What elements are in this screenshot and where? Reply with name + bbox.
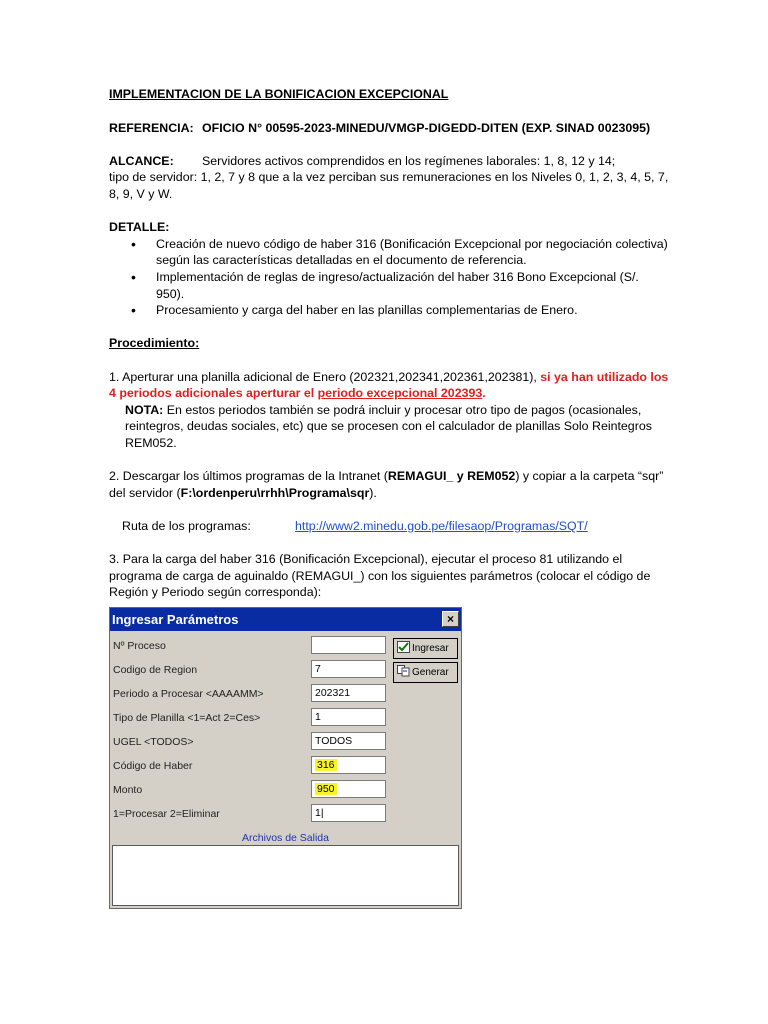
- list-item: • Procesamiento y carga del haber en las planillas complementarias de Enero.: [109, 302, 669, 319]
- param-label: Monto: [113, 784, 143, 796]
- param-input[interactable]: [311, 732, 386, 750]
- step-2-programs: REMAGUI_ y REM052: [387, 469, 516, 484]
- param-label: 1=Procesar 2=Eliminar: [113, 808, 220, 820]
- list-item: • Implementación de reglas de ingreso/actualización del haber 316 Bono Excepcional (S/. 950).: [109, 269, 669, 302]
- ruta-row: [109, 518, 669, 535]
- param-label: Tipo de Planilla <1=Act 2=Ces>: [113, 712, 261, 724]
- close-icon[interactable]: ×: [442, 611, 459, 627]
- step-3: 3. Para la carga del haber 316 (Bonificación Excepcional), ejecutar el proceso 81 utilizando el programa de carga de aguinaldo (REMAGUI_) con los siguientes parámetros (colocar el código de Región y Periodo según corresponda):: [109, 552, 651, 600]
- param-input[interactable]: [311, 780, 386, 798]
- param-label: Nº Proceso: [113, 640, 166, 652]
- output-files-box[interactable]: [112, 845, 459, 906]
- step-1: [109, 369, 669, 402]
- nota-label: NOTA:: [125, 402, 164, 417]
- param-label: Código de Haber: [113, 760, 193, 772]
- param-input[interactable]: [311, 708, 386, 726]
- detalle-label: DETALLE:: [109, 220, 170, 235]
- procedimiento-label: Procedimiento:: [109, 336, 200, 351]
- nota-text: En estos periodos también se podrá incluir y procesar otro tipo de pagos (ocasionales, reintegros, deudas sociales, etc) que se procesen con el calculador de planillas Solo Reintegros REM052.: [125, 402, 652, 450]
- step-1-text: 1. Aperturar una planilla adicional de Enero (202321,202341,202361,202381),: [109, 369, 541, 384]
- generar-button[interactable]: [393, 662, 458, 683]
- step-2-text-a: 2. Descargar los últimos programas de la Intranet (: [109, 469, 388, 484]
- ingresar-label: Ingresar: [412, 643, 449, 654]
- detalle-list: [109, 236, 669, 319]
- step-2-path: F:\ordenperu\rrhh\Programa\sqr: [180, 485, 370, 500]
- param-value: 1: [315, 711, 321, 723]
- param-value: 1|: [315, 807, 324, 819]
- nota: [109, 402, 669, 452]
- dialog-title-bar: [110, 608, 461, 631]
- dialog-title: Ingresar Parámetros: [112, 612, 239, 627]
- param-input[interactable]: [311, 756, 386, 774]
- generar-label: Generar: [412, 667, 449, 678]
- referencia-line: [109, 120, 669, 137]
- param-input[interactable]: [311, 684, 386, 702]
- param-label: Codigo de Region: [113, 664, 198, 676]
- step-1-period: periodo excepcional 202393: [317, 386, 483, 401]
- param-label: UGEL <TODOS>: [113, 736, 194, 748]
- document-title: IMPLEMENTACION DE LA BONIFICACION EXCEPCIONAL: [109, 87, 449, 101]
- ruta-label: Ruta de los programas:: [122, 518, 251, 533]
- step-1-warning: si ya han utilizado los 4 periodos adicionales aperturar el: [109, 369, 669, 401]
- check-icon: [397, 641, 410, 653]
- param-value: 950: [317, 783, 335, 795]
- list-item: • Creación de nuevo código de haber 316 (Bonificación Excepcional por negociación colectiva) según las características detalladas en el documento de referencia.: [109, 236, 669, 269]
- alcance-label: ALCANCE:: [109, 153, 174, 168]
- step-1-end: .: [482, 386, 486, 401]
- referencia-text: OFICIO N° 00595-2023-MINEDU/VMGP-DIGEDD-DITEN (EXP. SINAD 0023095): [202, 120, 651, 135]
- param-value: 7: [315, 663, 321, 675]
- alcance-line2: tipo de servidor: 1, 2, 7 y 8 que a la vez perciban sus remuneraciones en los Niveles 0, 1, 2, 3, 4, 5, 7, 8, 9, V y W.: [109, 170, 669, 201]
- document-body: [109, 86, 669, 601]
- alcance-line1: Servidores activos comprendidos en los regímenes laborales: 1, 8, 12 y 14;: [202, 153, 616, 168]
- param-input[interactable]: [311, 660, 386, 678]
- param-label: Periodo a Procesar <AAAAMM>: [113, 688, 264, 700]
- param-value: 316: [317, 759, 335, 771]
- referencia-label: REFERENCIA:: [109, 120, 194, 135]
- alcance-block: [109, 153, 669, 203]
- param-value: 202321: [315, 687, 351, 699]
- param-input[interactable]: [311, 636, 386, 654]
- ruta-link[interactable]: http://www2.minedu.gob.pe/filesaop/Programas/SQT/: [295, 518, 588, 533]
- param-value: TODOS: [315, 735, 353, 747]
- parameters-dialog: [109, 607, 462, 909]
- generate-icon: [397, 665, 410, 677]
- ingresar-button[interactable]: [393, 638, 458, 659]
- output-files-label: Archivos de Salida: [242, 832, 329, 844]
- step-2-text-c: ) y copiar a la carpeta “sqr” del servidor (: [109, 469, 664, 500]
- step-2: [109, 468, 669, 501]
- step-2-text-d: ).: [369, 485, 377, 500]
- param-input[interactable]: [311, 804, 386, 822]
